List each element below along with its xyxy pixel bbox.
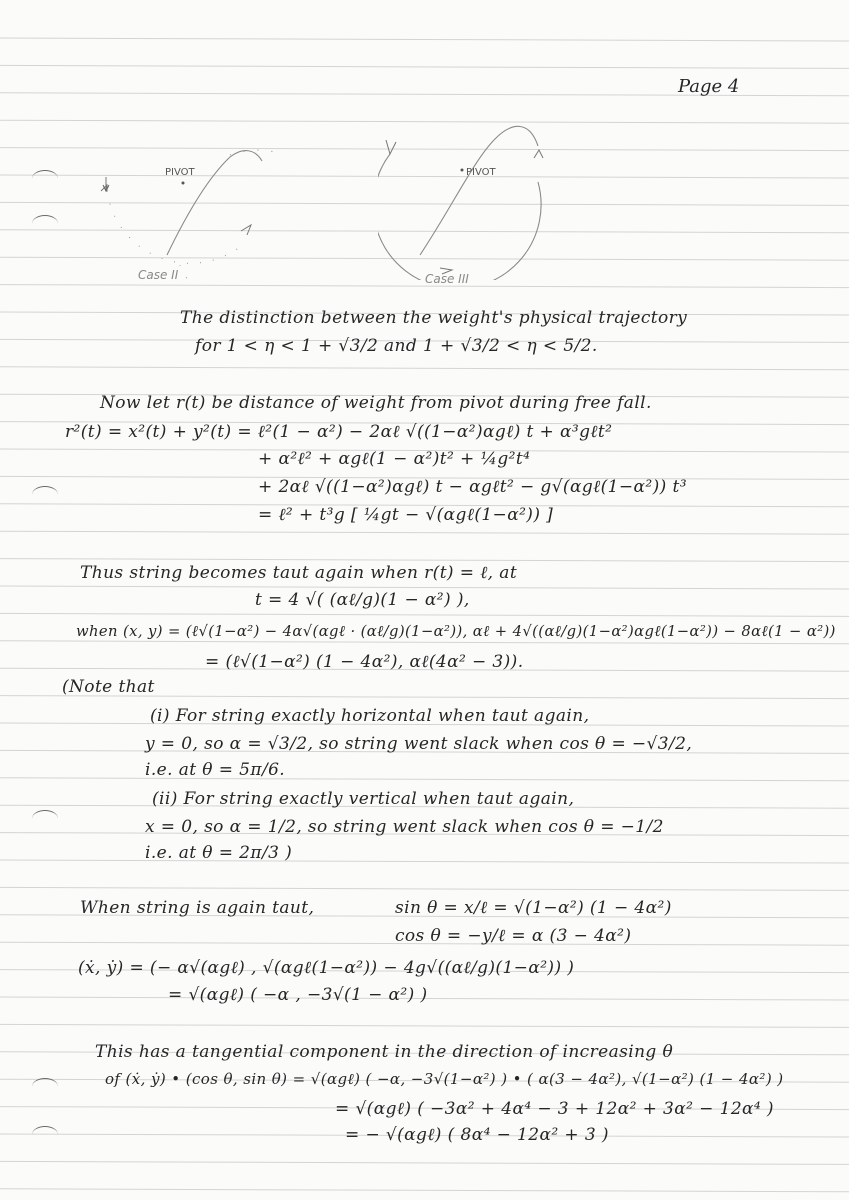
again-line-4: (ẋ, ẏ) = (− α√(αgℓ) , √(αgℓ(1−α²)) − 4g√((αℓ/g)(1−α²)) ) xyxy=(78,958,575,978)
note-ii-line-2: x = 0, so α = 1/2, so string went slack when cos θ = −1/2 xyxy=(145,817,664,837)
note-i-line-3: i.e. at θ = 5π/6. xyxy=(145,760,286,780)
tangent-line-3: = √(αgℓ) ( −3α² + 4α⁴ − 3 + 12α² + 3α² − 12α⁴ ) xyxy=(335,1099,774,1119)
punch-hole-2 xyxy=(32,215,58,232)
taut-line-1: Thus string becomes taut again when r(t) = ℓ, at xyxy=(80,563,518,583)
taut-line-4: = (ℓ√(1−α²) (1 − 4α²), αℓ(4α² − 3)). xyxy=(205,652,524,672)
derivation-line-4: + 2αℓ √((1−α²)αgℓ) t − αgℓt² − g√(αgℓ(1−α²)) t³ xyxy=(258,477,687,497)
note-ii-line-3: i.e. at θ = 2π/3 ) xyxy=(145,843,293,863)
tangent-line-1: This has a tangential component in the direction of increasing θ xyxy=(95,1042,674,1062)
derivation-line-1: Now let r(t) be distance of weight from pivot during free fall. xyxy=(100,393,652,413)
tangent-line-2: of (ẋ, ẏ) • (cos θ, sin θ) = √(αgℓ) ( −α, −3√(1−α²) ) • ( α(3 − 4α²), √(1−α²) (1 − 4α²) ) xyxy=(105,1070,784,1088)
tangent-line-4: = − √(αgℓ) ( 8α⁴ − 12α² + 3 ) xyxy=(345,1125,609,1145)
case2-caption: Case II xyxy=(138,268,179,282)
punch-hole-1 xyxy=(32,170,58,187)
again-line-2: sin θ = x/ℓ = √(1−α²) (1 − 4α²) xyxy=(395,898,672,918)
note-i-line-1: (i) For string exactly horizontal when taut again, xyxy=(150,706,590,726)
note-i-line-2: y = 0, so α = √3/2, so string went slack when cos θ = −√3/2, xyxy=(145,734,693,754)
caption-line-2: for 1 < η < 1 + √3/2 and 1 + √3/2 < η < 5/2. xyxy=(195,336,598,356)
punch-hole-6 xyxy=(32,1126,58,1143)
case2-diagram xyxy=(95,135,285,285)
page-number: Page 4 xyxy=(678,76,740,97)
derivation-line-2: r²(t) = x²(t) + y²(t) = ℓ²(1 − α²) − 2αℓ √((1−α²)αgℓ) t + α³gℓt² xyxy=(65,422,613,442)
taut-line-3: when (x, y) = (ℓ√(1−α²) − 4α√(αgℓ · (αℓ/g)(1−α²)), αℓ + 4√((αℓ/g)(1−α²)αgℓ(1−α²)) − 8αℓ(1 − α²)) xyxy=(76,622,836,640)
case2-pivot-label: PIVOT xyxy=(165,167,195,178)
derivation-line-5: = ℓ² + t³g [ ¼gt − √(αgℓ(1−α²)) ] xyxy=(258,505,554,525)
note-ii-line-1: (ii) For string exactly vertical when taut again, xyxy=(152,789,575,809)
taut-line-2: t = 4 √( (αℓ/g)(1 − α²) ), xyxy=(255,590,470,610)
again-line-1: When string is again taut, xyxy=(80,898,315,918)
note-open: (Note that xyxy=(62,677,155,697)
derivation-line-3: + α²ℓ² + αgℓ(1 − α²)t² + ¼g²t⁴ xyxy=(258,449,531,469)
case3-caption: Case III xyxy=(425,272,469,286)
punch-hole-3 xyxy=(32,486,58,503)
again-line-3: cos θ = −y/ℓ = α (3 − 4α²) xyxy=(395,926,632,946)
again-line-5: = √(αgℓ) ( −α , −3√(1 − α²) ) xyxy=(168,985,428,1005)
punch-hole-4 xyxy=(32,810,58,827)
punch-hole-5 xyxy=(32,1078,58,1095)
case3-pivot-label: PIVOT xyxy=(466,167,496,178)
case3-diagram xyxy=(378,110,568,280)
caption-line-1: The distinction between the weight's physical trajectory xyxy=(180,308,688,328)
